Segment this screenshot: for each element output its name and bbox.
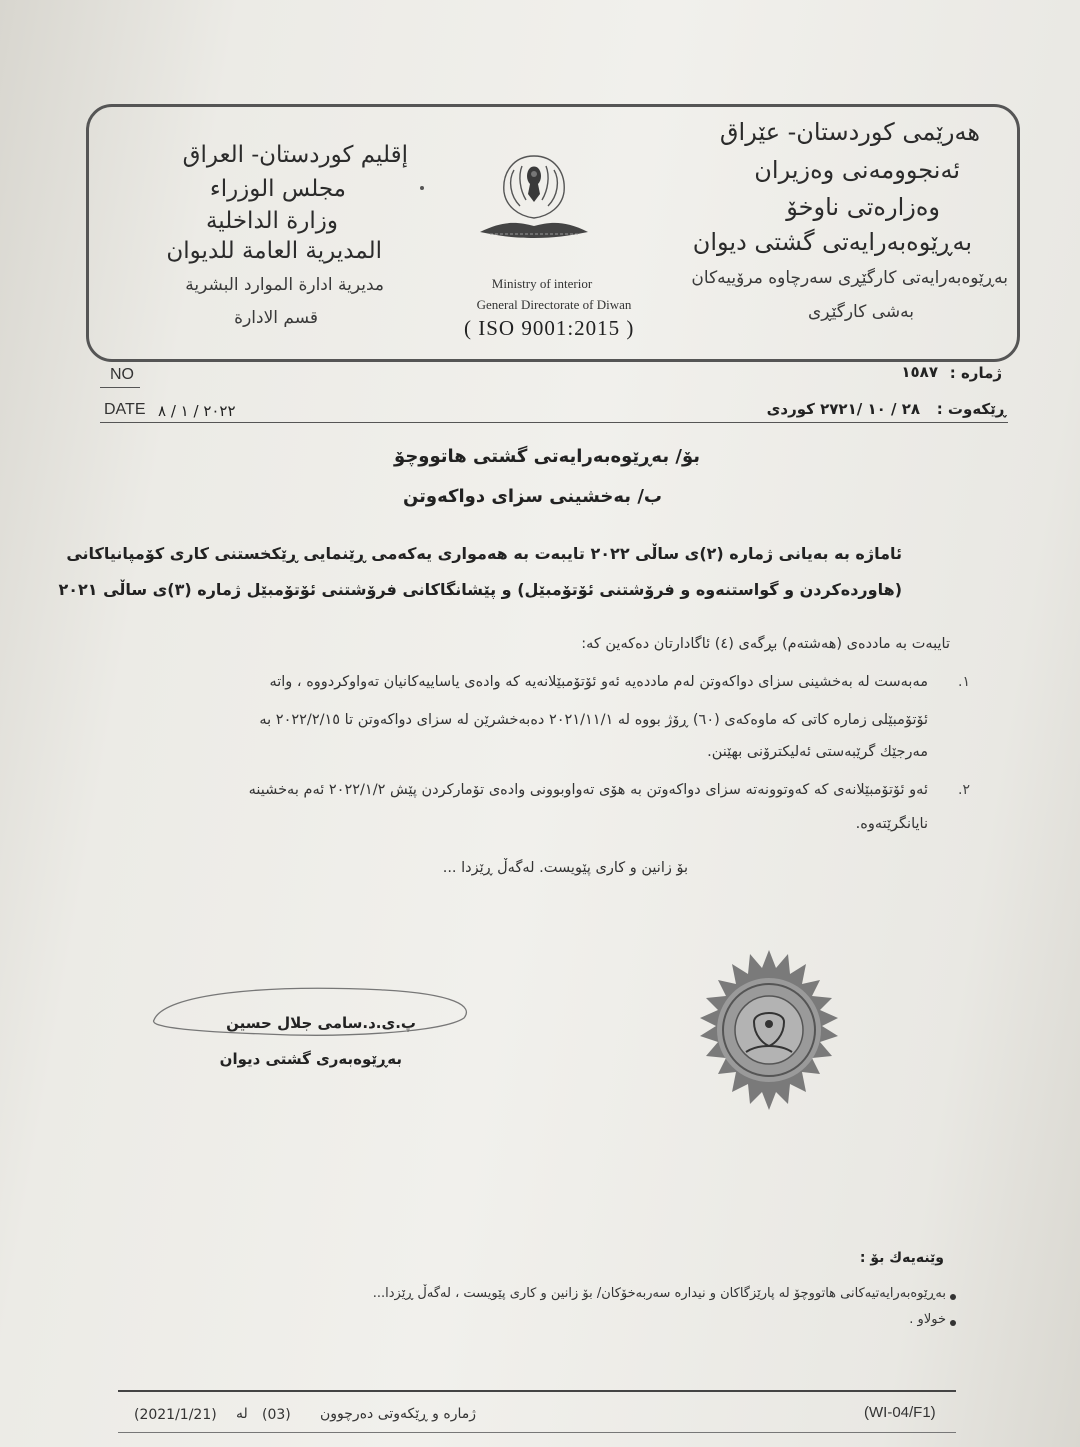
copies-bullet-1 [950,1294,956,1300]
arabic-region-title: إقليم كوردستان- العراق [182,142,408,168]
footer-top-rule [118,1390,956,1392]
iso-certification: ( ISO 9001:2015 ) [464,316,635,340]
letter-date-label: ڕێکەوت : [936,400,1006,418]
letter-subject: ب/ بەخشینی سزای دواکەوتن [402,486,662,507]
issue-label: ژمارە و ڕێکەوتی دەرچوون [320,1406,476,1422]
intro-line-2: (هاوردەکردن و گواستنەوە و فرۆشتنی ئۆتۆمبێل) و پێشانگاکانی فرۆشتنی ئۆتۆمبێل ژمارە (٣)ی ساڵی ٢٠٢١ [58,580,902,599]
date-label-en: DATE [104,401,146,418]
no-label-en: NO [110,366,134,383]
arabic-council-title: مجلس الوزراء [209,176,346,202]
no-underline [100,387,140,388]
form-code: (WI-04/F1) [864,1404,936,1421]
kurdish-admin-section: بەشی کارگێڕی [807,302,914,322]
letter-date-value: ٢٨ / ١٠ /٢٧٢١ کوردی [766,400,920,418]
kurdish-region-title: هەرێمی کوردستان- عێراق [719,118,980,146]
preface-line: تایبەت بە ماددەی (هەشتەم) بڕگەی (٤) ئاگادارتان دەکەین کە: [581,636,950,652]
kurdish-directorate-title: بەڕێوەبەرایەتی گشتی دیوان [692,228,972,256]
copies-bullet-2 [950,1320,956,1326]
arabic-directorate-title: المديرية العامة للديوان [166,238,382,264]
directorate-english-name: General Directorate of Diwan [476,297,632,312]
closing-line: بۆ زانین و کاری پێویست. لەگەڵ ڕێزدا ... [442,860,688,876]
item-2-line-2: نایانگرێتەوە. [855,816,928,832]
item-1-line-3: مەرجێك گرێبەستی ئەلیکترۆنی بهێنن. [707,744,928,760]
item-1-line-2: ئۆتۆمبێلی زمارە کاتی کە ماوەکەی (٦٠) ڕۆژ بووە لە ٢٠٢١/١١/١ دەبەخشرێن لە سزای دواکەوتن تا ٢٠٢٢/٢/١٥ بە [259,712,928,728]
letter-number-label: ژمارە : [949,364,1002,382]
signatory-name: پ.ی.د.سامی جلال حسین [226,1014,416,1032]
arabic-admin-section: قسم الادارة [234,308,318,328]
kurdistan-eagle-emblem-logo [474,146,594,256]
intro-line-1: ئاماژە بە بەیانی ژمارە (٢)ی ساڵی ٢٠٢٢ تایبەت بە هەمواری یەکەمی ڕێنمایی ڕێکخستنی کاری کۆمپانیاکانی [66,544,902,563]
kurdish-council-title: ئەنجوومەنی وەزیران [754,156,960,184]
copies-title: وێنەیەك بۆ : [859,1250,944,1266]
footer-bottom-rule [118,1432,956,1433]
item-2-number: .٢ [958,782,970,798]
copies-item-2: خولاو . [909,1312,946,1327]
item-2-line-1: ئەو ئۆتۆمبێلانەی کە کەوتوونەتە سزای دواکەوتن بە هۆی تەواوبوونی وادەی تۆمارکردن پێش ٢٠٢٢/١/٢ ئەم بەخشینە [248,782,928,798]
reference-rule [100,422,1008,423]
kurdish-ministry-title: وەزارەتی ناوخۆ [786,193,940,221]
arabic-hr-directorate: مديرية ادارة الموارد البشرية [185,275,384,295]
issue-number: (03) [262,1407,291,1423]
item-1-line-1: مەبەست لە بەخشینی سزای دواکەوتن لەم ماددەیە ئەو ئۆتۆمبێلانەیە کە وادەی یاساییەکانیان تەواوکردووە ، واتە [269,674,928,690]
kurdish-hr-directorate: بەڕێوەبەرایەتی کارگێڕی سەرچاوە مرۆییەکان [691,268,1008,288]
issue-date-prefix: لە [236,1406,248,1422]
date-value-en: ٢٠٢٢ / ١ / ٨ [158,402,236,420]
copies-item-1: بەڕێوەبەرایەتیەکانی هاتووچۆ لە پارێزگاکان و نیدارە سەربەخۆکان/ بۆ زانین و کاری پێویست ، لەگەڵ ڕێزدا... [372,1286,946,1301]
ministry-english-name: Ministry of interior [491,276,593,291]
item-1-number: .١ [958,674,970,690]
issue-date: (2021/1/21) [134,1407,217,1423]
header-dot [420,186,424,190]
official-seal-stamp [684,946,854,1114]
signatory-title: بەڕێوەبەری گشتی دیوان [219,1050,402,1068]
arabic-ministry-title: وزارة الداخلية [205,208,338,234]
letter-number-value: ١٥٨٧ [901,363,938,381]
letter-addressee: بۆ/ بەڕێوەبەرایەتی گشتی هاتووچۆ [394,446,700,467]
